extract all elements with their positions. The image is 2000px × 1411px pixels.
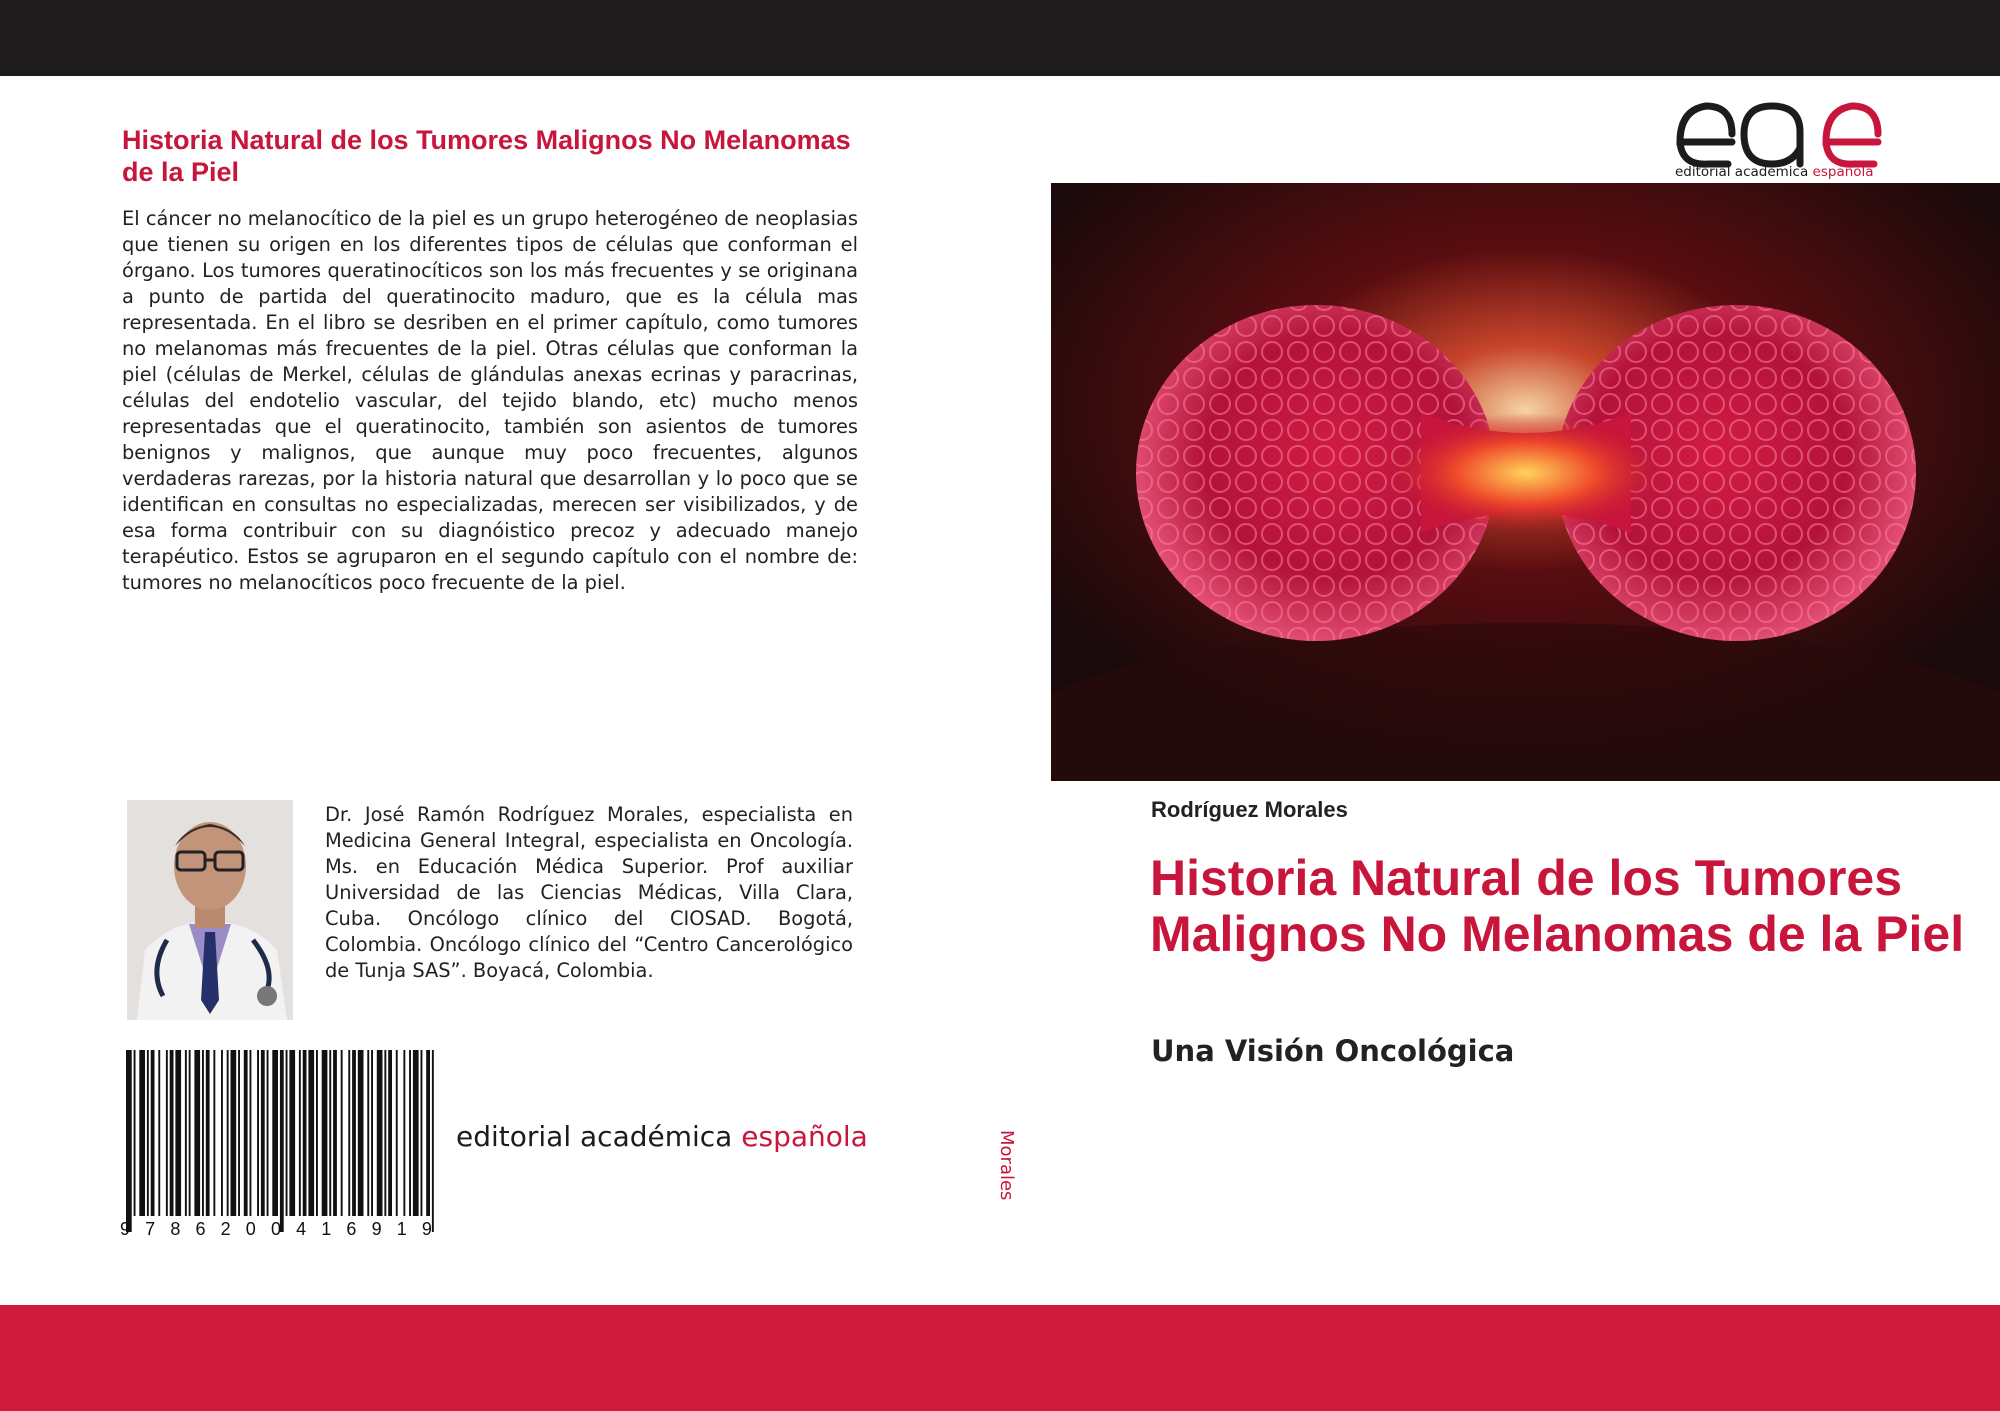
barcode-bar (139, 1050, 145, 1216)
barcode-bar (185, 1050, 187, 1216)
barcode-bar (329, 1050, 331, 1216)
isbn-digit: 6 (346, 1219, 357, 1239)
barcode-bar (227, 1050, 229, 1216)
barcode-bar (316, 1050, 318, 1216)
isbn-digit: 9 (371, 1219, 382, 1239)
author-biography: Dr. José Ramón Rodríguez Morales, especialista en Medicina General Integral, especialista en Oncología. Ms. en Educación Médica Superior. Prof auxiliar Universidad de las Ciencias Médicas, Villa Clara, Cuba. Oncólogo clínico del CIOSAD. Bogotá, Colombia. Oncólogo clínico del “Centro Cancerológico de Tunja SAS”. Boyacá, Colombia. (325, 803, 853, 982)
isbn-digit: 8 (170, 1219, 181, 1239)
barcode-bar (272, 1050, 278, 1216)
top-dark-band (0, 0, 2000, 76)
isbn-digit: 2 (220, 1219, 231, 1239)
barcode-bar (250, 1050, 252, 1216)
barcode-bar (371, 1050, 373, 1216)
isbn-digit: 7 (145, 1219, 156, 1239)
barcode-bar (257, 1050, 259, 1216)
barcode-bar (409, 1050, 411, 1216)
publisher-name-accent: española (741, 1120, 868, 1153)
barcode-bar (286, 1050, 288, 1216)
barcode-bar (421, 1050, 423, 1216)
barcode-bar (231, 1050, 237, 1216)
barcode-bar (388, 1050, 392, 1216)
bottom-red-band (0, 1305, 2000, 1411)
back-publisher-name (456, 1120, 868, 1153)
back-cover-blurb: El cáncer no melanocítico de la piel es un grupo heterogéneo de neoplasias que tienen su origen en los diferentes tipos de células que conforman el órgano. Los tumores queratinocíticos son los más frecuentes y se originana a punto de partida del queratinocito maduro, que es la célula mas representada. En el libro se desriben en el primer capítulo, como tumores no melanomas más frecuentes de la piel. Otras células que conforman la piel (células de Merkel, células de glándulas anexas ecrinas y paracrinas, células del endotelio vascular, del tejido blando, etc) mucho menos representadas que el queratinocito, también son asientos de tumores benignos y malignos, que aunque muy poco frecuentes, algunos verdaderas rarezas, por la historia natural que desarrollan y lo poco que se identifican en consultas no especializadas, merecen ser visibilizados, y de esa forma contribuir con su diagnóistico precoz y adecuado manejo terapéutico. Estos se agruparon en el segundo capítulo con el nombre de: tumores no melanocíticos poco frecuente de la piel. (122, 207, 858, 594)
barcode-bar (396, 1050, 398, 1216)
publisher-name-main: editorial académica (456, 1120, 742, 1153)
barcode-bar (322, 1050, 328, 1216)
barcode-bar (384, 1050, 386, 1216)
barcode-bar (126, 1050, 132, 1232)
author-photo (127, 800, 293, 1020)
isbn-digit: 1 (396, 1219, 407, 1239)
barcode-bar (403, 1050, 405, 1216)
barcode-bar (134, 1050, 136, 1216)
isbn-digit: 1 (321, 1219, 332, 1239)
front-cover-author: Rodríguez Morales (1151, 797, 1348, 822)
barcode-bar (238, 1050, 240, 1216)
barcode-bar (289, 1050, 295, 1216)
barcode-bar (175, 1050, 181, 1216)
barcode-bar (352, 1050, 356, 1216)
front-cover-title: Historia Natural de los Tumores Malignos No Melanomas de la Piel (1150, 850, 1965, 962)
front-cover-subtitle: Una Visión Oncológica (1151, 1034, 1515, 1068)
barcode-bar (267, 1050, 269, 1216)
barcode-bar (341, 1050, 343, 1216)
barcode-bar (308, 1050, 314, 1216)
isbn-barcode (124, 1050, 439, 1232)
isbn-digit: 0 (245, 1219, 256, 1239)
barcode-bar (367, 1050, 369, 1216)
barcode-bar (280, 1050, 284, 1232)
barcode-bar (221, 1050, 223, 1216)
back-cover-title: Historia Natural de los Tumores Malignos No Melanomas de la Piel (122, 125, 851, 187)
barcode-bar (348, 1050, 350, 1216)
barcode-bar (213, 1050, 215, 1216)
logo-caption-main: editorial académica (1675, 164, 1813, 180)
barcode-bar (358, 1050, 364, 1216)
barcode-bar (261, 1050, 265, 1216)
spine-author: Morales (996, 1130, 1017, 1201)
barcode-bar (377, 1050, 383, 1216)
isbn-digit: 9 (421, 1219, 432, 1239)
barcode-bar (426, 1050, 430, 1216)
barcode-bar (166, 1050, 168, 1216)
barcode-bar (202, 1050, 204, 1216)
barcode-bar (158, 1050, 160, 1216)
barcode-bar (299, 1050, 301, 1216)
barcode-bar (147, 1050, 149, 1216)
barcode-bar (333, 1050, 337, 1216)
logo-caption (1675, 164, 1874, 180)
isbn-digit: 9 (120, 1219, 131, 1239)
barcode-bar (432, 1050, 434, 1232)
barcode-bar (194, 1050, 200, 1216)
isbn-digit: 4 (296, 1219, 307, 1239)
isbn-digits (120, 1219, 432, 1240)
barcode-bar (170, 1050, 174, 1216)
cover-illustration-dividing-cell (1051, 183, 2000, 781)
barcode-bar (413, 1050, 419, 1216)
barcode-bar (151, 1050, 155, 1216)
barcode-bar (206, 1050, 210, 1216)
logo-caption-accent: española (1812, 164, 1874, 180)
barcode-bar (189, 1050, 191, 1216)
barcode-bar (244, 1050, 248, 1216)
isbn-digit: 6 (195, 1219, 206, 1239)
barcode-bar (303, 1050, 307, 1216)
isbn-digit: 0 (270, 1219, 281, 1239)
